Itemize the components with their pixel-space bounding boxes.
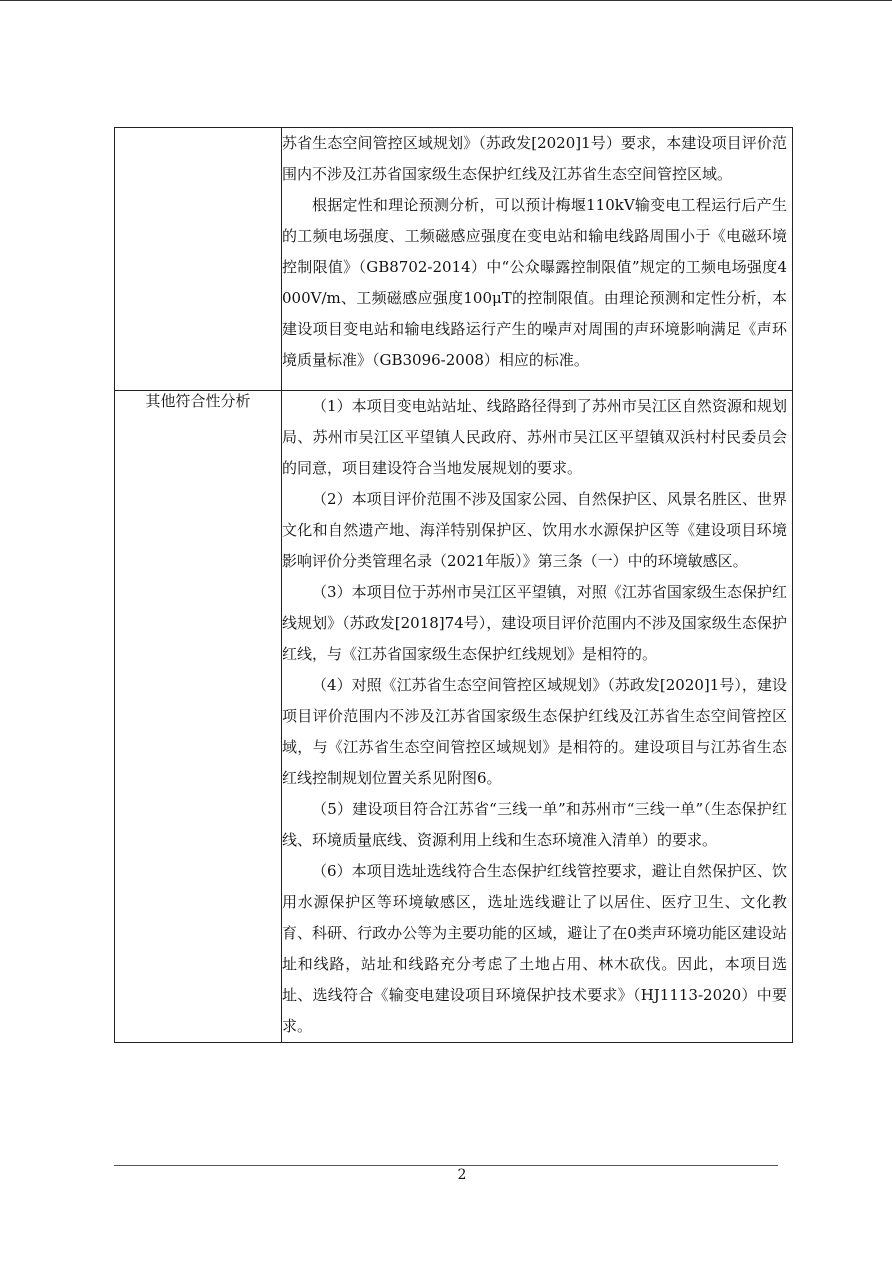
table-row-other-compliance — [115, 391, 793, 1043]
top-border-line — [0, 0, 892, 1]
paragraph: （1）本项目变电站站址、线路路径得到了苏州市吴江区自然资源和规划局、苏州市吴江区平望镇人民政府、苏州市吴江区平望镇双浜村村民委员会的同意，项目建设符合当地发展规划的要求。 — [282, 397, 787, 477]
footer-divider — [114, 1165, 778, 1166]
row-content — [282, 128, 793, 391]
row-label-other-compliance: 其他符合性分析 — [115, 391, 282, 1043]
paragraph: （2）本项目评价范围不涉及国家公园、自然保护区、风景名胜区、世界文化和自然遗产地、海洋特别保护区、饮用水水源保护区等《建设项目环境影响评价分类管理名录（2021年版）》第三条（一）中的环境敏感区。 — [282, 490, 787, 570]
paragraph: （4）对照《江苏省生态空间管控区域规划》（苏政发[2020]1号），建设项目评价范围内不涉及江苏省国家级生态保护红线及江苏省生态空间管控区域，与《江苏省生态空间管控区域规划》是相符的。建设项目与江苏省生态红线控制规划位置关系见附图6。 — [282, 676, 787, 787]
paragraph: 苏省生态空间管控区域规划》（苏政发[2020]1号）要求，本建设项目评价范围内不涉及江苏省国家级生态保护红线及江苏省生态空间管控区域。 — [282, 134, 787, 183]
analysis-table — [114, 127, 793, 1043]
paragraph: 根据定性和理论预测分析，可以预计梅堰110kV输变电工程运行后产生的工频电场强度、工频磁感应强度在变电站和输电线路周围小于《电磁环境控制限值》（GB8702-2014）中“公众曝露控制限值”规定的工频电场强度4000V/m、工频磁感应强度100μT的控制限值。由理论预测和定性分析，本建设项目变电站和输电线路运行产生的噪声对周围的声环境影响满足《声环境质量标准》（GB3096-2008）相应的标准。 — [282, 196, 787, 369]
page-number: 2 — [457, 1167, 467, 1183]
row-content — [282, 391, 793, 1043]
row-label — [115, 128, 282, 391]
paragraph: （6）本项目选址选线符合生态保护红线管控要求，避让自然保护区、饮用水源保护区等环境敏感区，选址选线避让了以居住、医疗卫生、文化教育、科研、行政办公等为主要功能的区域，避让了在0类声环境功能区建设站址和线路，站址和线路充分考虑了土地占用、林木砍伐。因此，本项目选址、选线符合《输变电建设项目环境保护技术要求》（HJ1113-2020）中要求。 — [282, 862, 787, 1035]
paragraph: （5）建设项目符合江苏省“三线一单”和苏州市“三线一单”（生态保护红线、环境质量底线、资源利用上线和生态环境准入清单）的要求。 — [282, 800, 787, 849]
table-row-continuation — [115, 128, 793, 391]
paragraph: （3）本项目位于苏州市吴江区平望镇，对照《江苏省国家级生态保护红线规划》（苏政发[2018]74号），建设项目评价范围内不涉及国家级生态保护红线，与《江苏省国家级生态保护红线规划》是相符的。 — [282, 583, 787, 663]
